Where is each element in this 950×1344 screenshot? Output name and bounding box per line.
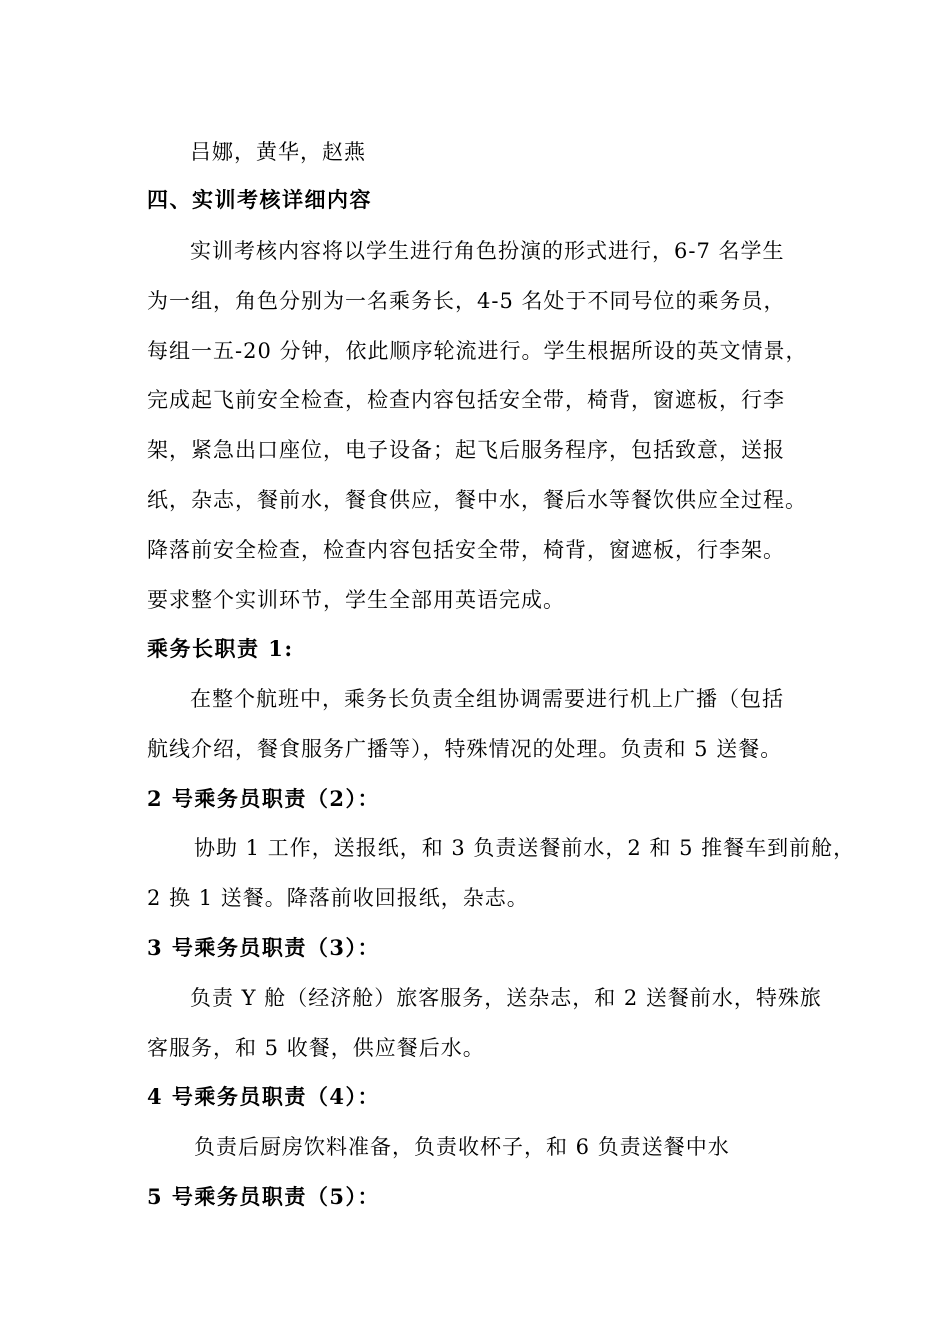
paragraph-line: 降落前安全检查，检查内容包括安全带，椅背，窗遮板，行李架。 [147,538,785,562]
paragraph-line: 完成起飞前安全检查，检查内容包括安全带，椅背，窗遮板，行李 [147,388,785,412]
attendant-5-heading: 5 号乘务员职责（5）： [147,1184,381,1209]
paragraph-line: 2 换 1 送餐。降落前收回报纸，杂志。 [147,886,529,910]
names-line: 吕娜，黄华，赵燕 [190,140,366,164]
paragraph-line: 客服务，和 5 收餐，供应餐后水。 [147,1036,485,1060]
paragraph-line: 协助 1 工作，送报纸，和 3 负责送餐前水，2 和 5 推餐车到前舱， [194,836,856,860]
attendant-3-heading: 3 号乘务员职责（3）： [147,935,381,960]
paragraph-line: 实训考核内容将以学生进行角色扮演的形式进行，6-7 名学生 [190,239,785,263]
paragraph-line: 在整个航班中，乘务长负责全组协调需要进行机上广播（包括 [190,687,784,711]
paragraph-line: 每组一五-20 分钟，依此顺序轮流进行。学生根据所设的英文情景， [147,339,808,363]
paragraph-line: 架，紧急出口座位，电子设备；起飞后服务程序，包括致意，送报 [147,438,785,462]
paragraph-line: 要求整个实训环节，学生全部用英语完成。 [147,588,565,612]
attendant-4-heading: 4 号乘务员职责（4）： [147,1084,381,1109]
purser-duty-heading: 乘务长职责 1: [147,636,294,661]
attendant-2-heading: 2 号乘务员职责（2）： [147,786,381,811]
paragraph-line: 负责 Y 舱（经济舱）旅客服务，送杂志，和 2 送餐前水，特殊旅 [190,986,822,1010]
paragraph-line: 为一组，角色分别为一名乘务长，4-5 名处于不同号位的乘务员， [147,289,786,313]
paragraph-line: 航线介绍，餐食服务广播等），特殊情况的处理。负责和 5 送餐。 [147,737,783,761]
section-heading-4: 四、实训考核详细内容 [147,187,372,212]
paragraph-line: 负责后厨房饮料准备，负责收杯子，和 6 负责送餐中水 [194,1135,730,1159]
paragraph-line: 纸，杂志，餐前水，餐食供应，餐中水，餐后水等餐饮供应全过程。 [147,488,807,512]
